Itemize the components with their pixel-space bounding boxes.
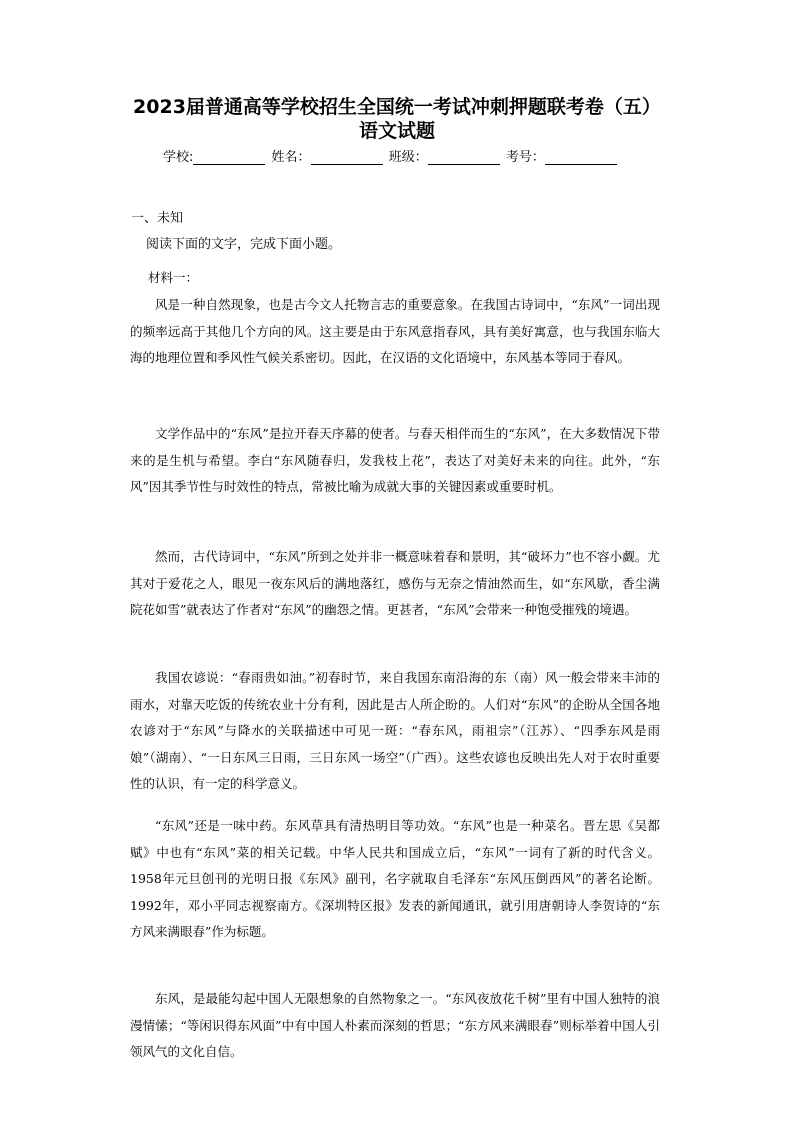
paragraph-text: 东风，是最能勾起中国人无限想象的自然物象之一。“东风夜放花千树”里有中国人独特的浪漫情愫；“等闲识得东风面”中有中国人朴素而深刻的哲思；“东方风来满眼春”则标举着中国人引领风气的文化自信。: [130, 991, 660, 1059]
class-label: 班级：: [388, 150, 428, 165]
school-blank[interactable]: [193, 152, 265, 165]
section-heading: 一、未知: [131, 211, 184, 226]
paragraph-text: 我国农谚说：“春雨贵如油。”初春时节，来自我国东南沿海的东（南）风一般会带来丰沛的雨水，对靠天吃饭的传统农业十分有利，因此是古人所企盼的。人们对“东风”的企盼从全国各地农谚对于“东风”与降水的关联描述中可见一斑：“春东风，雨祖宗”（江苏）、“四季东风是雨娘”（湖南）、“一日东风三日雨，三日东风一场空”（广西）。这些农谚也反映出先人对于农时重要性的认识，有一定的科学意义。: [130, 670, 660, 791]
exam-subtitle: 语文试题: [358, 120, 435, 142]
paragraph-5: [130, 813, 660, 946]
material-label: 材料一：: [148, 270, 199, 285]
school-label: 学校:: [163, 150, 194, 165]
paragraph-6: [130, 986, 660, 1066]
student-info-line: [163, 146, 619, 165]
paragraph-text: “东风”还是一味中药。东风草具有清热明目等功效。“东风”也是一种菜名。晋左思《吴都赋》中也有“东风”菜的相关记载。中华人民共和国成立后，“东风”一词有了新的时代含义。1958年元旦创刊的光明日报《东风》副刊，名字就取自毛泽东“东风压倒西风”的著名论断。1992年，邓小平同志视察南方。《深圳特区报》发表的新闻通讯，就引用唐朝诗人李贺诗的“东方风来满眼春”作为标题。: [130, 818, 660, 939]
paragraph-3: [130, 544, 660, 624]
paragraph-text: 文学作品中的“东风”是拉开春天序幕的使者。与春天相伴而生的“东风”，在大多数情况下带来的是生机与希望。李白“东风随春归，发我枝上花”，表达了对美好未来的向往。此外，“东风”因其季节性与时效性的特点，常被比喻为成就大事的关键因素或重要时机。: [130, 426, 660, 494]
class-blank[interactable]: [428, 152, 500, 165]
exam-no-blank[interactable]: [545, 152, 617, 165]
paragraph-2: [130, 421, 660, 501]
paragraph-1: [130, 292, 660, 372]
exam-title: 2023届普通高等学校招生全国统一考试冲刺押题联考卷（五）: [133, 96, 661, 118]
exam-no-label: 考号：: [505, 150, 545, 165]
name-label: 姓名：: [271, 150, 311, 165]
paragraph-text: 风是一种自然现象，也是古今文人托物言志的重要意象。在我国古诗词中，“东风”一词出现的频率远高于其他几个方向的风。这主要是由于东风意指春风，具有美好寓意，也与我国东临大海的地理位置和季风性气候关系密切。因此，在汉语的文化语境中，东风基本等同于春风。: [130, 297, 660, 365]
paragraph-4: [130, 665, 660, 798]
paragraph-text: 然而，古代诗词中，“东风”所到之处并非一概意味着春和景明，其“破坏力”也不容小觑。尤其对于爱花之人，眼见一夜东风后的满地落红，感伤与无奈之情油然而生，如“东风歇，香尘满院花如雪”就表达了作者对“东风”的幽怨之情。更甚者，“东风”会带来一种饱受摧残的境遇。: [130, 549, 660, 617]
section-instruction: 阅读下面的文字，完成下面小题。: [146, 237, 342, 252]
name-blank[interactable]: [311, 152, 383, 165]
